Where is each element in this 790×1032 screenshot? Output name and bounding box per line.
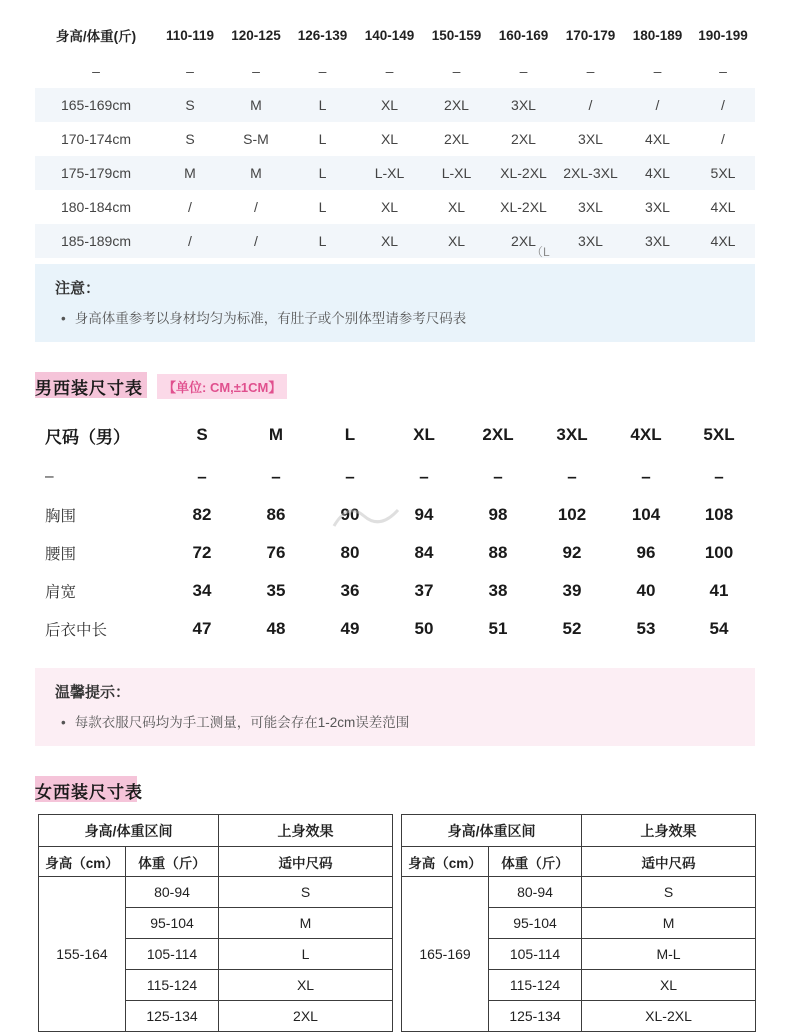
table-cell: 120-125: [231, 27, 281, 43]
table-row: [35, 458, 755, 496]
table-cell: –: [719, 63, 727, 79]
table-cell: 160-169: [498, 27, 549, 43]
watermark-scribble: [330, 498, 402, 534]
table-cell: S: [219, 877, 393, 908]
table-cell: L-XL: [441, 165, 472, 181]
table-cell: 125-134: [489, 1001, 582, 1032]
note-box: [35, 264, 755, 342]
table-row: [35, 190, 755, 224]
table-cell: 3XL: [511, 97, 536, 113]
table-cell: –: [641, 467, 651, 486]
table-cell: 39: [562, 581, 582, 600]
table-cell: –: [345, 467, 355, 486]
table-cell: 37: [414, 581, 434, 600]
table-row: [39, 877, 393, 908]
table-cell: 150-159: [431, 27, 482, 43]
table-cell: –: [714, 467, 724, 486]
table-row: [35, 122, 755, 156]
table-cell: 88: [488, 543, 508, 562]
table-cell: L-XL: [374, 165, 405, 181]
table-cell: –: [385, 63, 394, 79]
table-cell: 51: [488, 619, 508, 638]
table-cell: 3XL: [578, 131, 603, 147]
height-weight-size-table: [35, 16, 755, 258]
table-cell: 后衣中长: [45, 622, 108, 639]
table-cell: 82: [192, 505, 212, 524]
table-cell: L: [318, 165, 327, 181]
table-cell: 47: [192, 619, 212, 638]
table-cell: 105-114: [489, 939, 582, 970]
table-cell: 3XL: [645, 233, 670, 249]
subheader-height: 身高（cm）: [39, 847, 126, 877]
table-cell: XL: [413, 425, 435, 444]
table-cell: 尺码（男）: [45, 427, 130, 447]
table-row: [35, 610, 755, 648]
table-cell: /: [188, 233, 192, 249]
table-cell: 50: [414, 619, 434, 638]
table-cell: 92: [562, 543, 582, 562]
table-cell: 86: [266, 505, 286, 524]
table-cell: 165-169cm: [60, 97, 132, 113]
table-cell: XL-2XL: [500, 165, 547, 181]
table-cell: 94: [414, 505, 434, 524]
table-cell: 36: [340, 581, 360, 600]
subheader-weight: 体重（斤）: [489, 847, 582, 877]
table-cell: –: [318, 63, 327, 79]
table-cell: –: [653, 63, 662, 79]
table-cell: /: [721, 97, 725, 113]
note-bullet: • 身高体重参考以身材均匀为标准，有肚子或个别体型请参考尺码表: [55, 307, 735, 327]
table-cell: 4XL: [710, 199, 736, 215]
table-cell: XL: [380, 199, 399, 215]
table-cell: –: [586, 63, 595, 79]
table-cell: 80-94: [489, 877, 582, 908]
table-cell: 54: [709, 619, 729, 638]
table-cell: 40: [636, 581, 656, 600]
table-cell: 35: [266, 581, 286, 600]
table-cell: 4XL: [645, 131, 670, 147]
table-cell: S: [185, 131, 195, 147]
table-cell: 38: [488, 581, 508, 600]
table-row: [35, 572, 755, 610]
table-cell: 80-94: [126, 877, 219, 908]
table-cell: –: [271, 467, 281, 486]
table-cell: 3XL: [556, 425, 588, 444]
table-cell: S: [582, 877, 756, 908]
table-cell: 5XL: [703, 425, 735, 444]
table-cell: 95-104: [126, 908, 219, 939]
unit-label: 【单位: CM,±1CM】: [157, 374, 287, 399]
table-subheader-row: [39, 847, 393, 877]
table-cell: M: [268, 425, 284, 444]
table-cell: 2XL: [444, 97, 469, 113]
header-fit-effect: 上身效果: [219, 815, 393, 847]
table-cell: 5XL: [710, 165, 736, 181]
table-cell: S: [185, 97, 195, 113]
table-cell: XL-2XL: [500, 199, 547, 215]
table-cell: 48: [266, 619, 286, 638]
table-cell: L: [318, 97, 327, 113]
table-cell: L: [318, 199, 327, 215]
table-row: [35, 534, 755, 572]
size-chart-page: [0, 16, 790, 1024]
women-section-title: 女西装尺寸表: [35, 782, 143, 802]
subheader-height: 身高（cm）: [402, 847, 489, 877]
table-cell: M-L: [582, 939, 756, 970]
table-cell: –: [493, 467, 503, 486]
table-cell: 105-114: [126, 939, 219, 970]
tip-box: [35, 668, 755, 746]
table-cell: 52: [562, 619, 582, 638]
table-cell: –: [92, 63, 100, 79]
table-cell: 180-189: [632, 27, 683, 43]
table-cell: 102: [557, 505, 587, 524]
table-cell: L: [318, 131, 327, 147]
table-cell: 76: [266, 543, 286, 562]
table-row: [402, 877, 756, 908]
table-cell: 140-149: [364, 27, 415, 43]
table-cell: 肩宽: [45, 584, 77, 601]
women-size-table-left: [38, 814, 393, 1032]
table-cell: /: [655, 97, 660, 113]
table-row: [35, 88, 755, 122]
table-cell: XL: [380, 97, 399, 113]
table-cell: 3XL: [578, 233, 603, 249]
table-cell: XL: [582, 970, 756, 1001]
table-cell: XL: [219, 970, 393, 1001]
table-cell: –: [519, 63, 528, 79]
table-cell: XL: [380, 233, 399, 249]
table-header-row: [39, 815, 393, 847]
note-title: 注意：: [55, 280, 101, 297]
table-cell: S-M: [243, 131, 269, 147]
table-cell: M: [250, 165, 262, 181]
table-cell: L: [318, 233, 327, 249]
table-cell: 100: [704, 543, 734, 562]
table-cell: S: [196, 425, 208, 444]
table-cell: 110-119: [165, 27, 215, 43]
table-cell: XL-2XL: [582, 1001, 756, 1032]
subheader-size: 适中尺码: [582, 847, 756, 877]
table-cell: –: [45, 468, 54, 485]
table-cell: 180-184cm: [60, 199, 132, 215]
table-header-row: [402, 815, 756, 847]
table-cell: 2XL-3XL: [563, 165, 618, 181]
table-row: [35, 54, 755, 88]
table-cell: 胸围: [45, 508, 77, 525]
table-cell: XL: [380, 131, 399, 147]
table-cell: 3XL: [645, 199, 670, 215]
women-size-tables: [38, 814, 752, 1032]
table-cell: –: [197, 467, 207, 486]
table-cell: /: [254, 199, 258, 215]
table-cell: 49: [340, 619, 360, 638]
table-cell: 108: [704, 505, 734, 524]
table-cell: 126-139: [297, 27, 348, 43]
table-cell: M: [250, 97, 262, 113]
table-cell: 185-189cm: [60, 233, 132, 249]
table-cell: 84: [414, 543, 434, 562]
header-height-weight-range: 身高/体重区间: [402, 815, 582, 847]
watermark-text: （L: [531, 245, 550, 259]
table-cell: 4XL: [710, 233, 736, 249]
header-height-weight-range: 身高/体重区间: [39, 815, 219, 847]
table-cell: XL: [447, 199, 466, 215]
table-cell: 125-134: [126, 1001, 219, 1032]
table-cell: /: [588, 97, 593, 113]
table-cell: 170-179: [565, 27, 616, 43]
table-row: [35, 224, 755, 258]
table-cell: 2XL: [511, 131, 536, 147]
table-cell: 98: [488, 505, 508, 524]
table-cell: –: [567, 467, 577, 486]
table-header-row: [35, 16, 755, 54]
women-section-header: [35, 776, 755, 804]
men-section-header: [35, 372, 755, 400]
table-cell: –: [186, 63, 194, 79]
table-cell: 170-174cm: [60, 131, 132, 147]
height-range-cell: 155-164: [39, 877, 126, 1032]
table-cell: 34: [192, 581, 212, 600]
table-cell: /: [721, 131, 725, 147]
table-cell: 41: [709, 581, 729, 600]
table-header-row: [35, 412, 755, 458]
table-cell: XL: [447, 233, 466, 249]
men-section-title: 男西装尺寸表: [35, 378, 143, 398]
table-cell: –: [452, 63, 461, 79]
table-cell: 53: [636, 619, 656, 638]
table-cell: 190-199: [698, 27, 748, 43]
table-cell: –: [419, 467, 429, 486]
height-range-cell: 165-169: [402, 877, 489, 1032]
table-cell: 身高/体重(斤): [55, 29, 137, 44]
table-cell: M: [219, 908, 393, 939]
table-cell: M: [582, 908, 756, 939]
table-cell: 104: [631, 505, 661, 524]
table-cell: /: [254, 233, 258, 249]
header-fit-effect: 上身效果: [582, 815, 756, 847]
table-cell: 2XL: [444, 131, 469, 147]
table-cell: 80: [340, 543, 360, 562]
table-row: [35, 156, 755, 190]
subheader-size: 适中尺码: [219, 847, 393, 877]
subheader-weight: 体重（斤）: [126, 847, 219, 877]
table-cell: L: [219, 939, 393, 970]
table-cell: 2XL: [511, 233, 536, 249]
table-subheader-row: [402, 847, 756, 877]
table-cell: 115-124: [126, 970, 219, 1001]
table-cell: 115-124: [489, 970, 582, 1001]
table-cell: 90: [340, 505, 360, 524]
table-cell: –: [252, 63, 260, 79]
table-cell: L: [344, 425, 356, 444]
tip-bullet: • 每款衣服尺码均为手工测量，可能会存在1-2cm误差范围: [55, 711, 735, 731]
table-cell: 175-179cm: [60, 165, 132, 181]
table-cell: 72: [192, 543, 212, 562]
table-cell: 96: [636, 543, 656, 562]
women-size-table-right: [401, 814, 756, 1032]
table-cell: 4XL: [630, 425, 662, 444]
table-cell: /: [188, 199, 192, 215]
table-cell: 腰围: [45, 546, 77, 563]
table-cell: 95-104: [489, 908, 582, 939]
table-cell: M: [184, 165, 196, 181]
table-cell: 3XL: [578, 199, 603, 215]
table-cell: 2XL: [219, 1001, 393, 1032]
tip-title: 温馨提示：: [55, 684, 131, 701]
table-cell: 2XL: [482, 425, 514, 444]
table-cell: 4XL: [645, 165, 670, 181]
